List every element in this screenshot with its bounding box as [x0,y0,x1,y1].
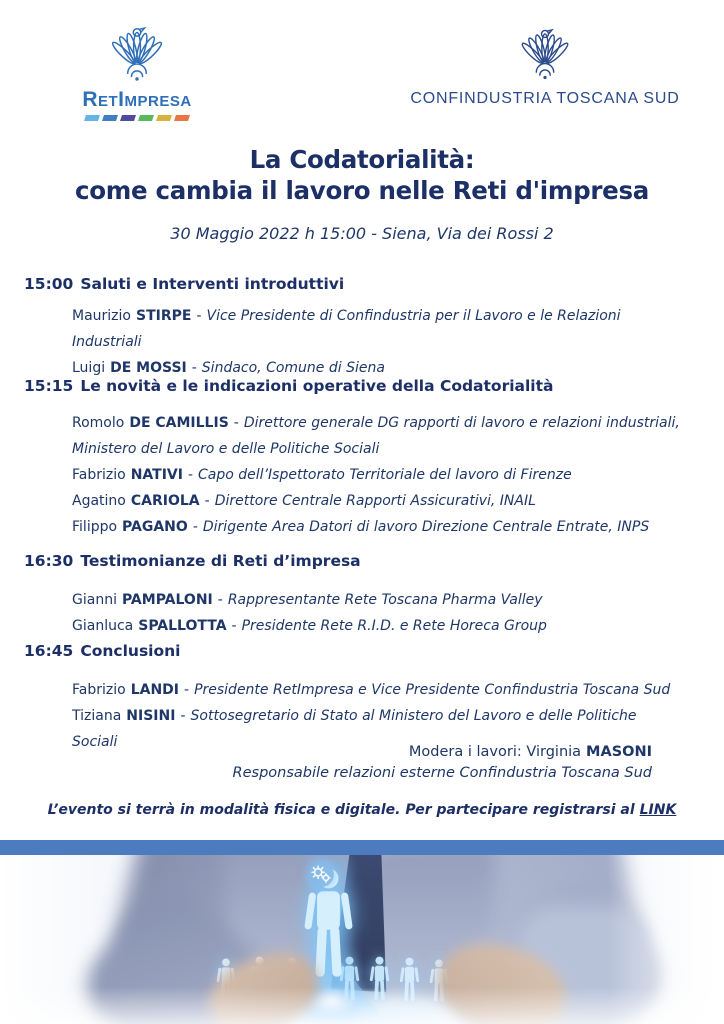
section-title: Le novità e le indicazioni operative della Codatorialità [80,377,554,395]
speaker-first-name: Gianni [72,592,117,608]
speaker-row [72,488,684,514]
moderator-surname: MASONI [586,744,652,760]
confindustria-toscana-sud-logo [385,28,705,108]
moderator-block [92,742,652,784]
speaker-surname: PAGANO [122,519,188,535]
speaker-surname: LANDI [130,682,179,698]
speaker-surname: SPALLOTTA [138,618,227,634]
registration-note [0,802,724,818]
speaker-role: Presidente RetImpresa e Vice Presidente Confindustria Toscana Sud [194,682,671,698]
speaker-role: Sottosegretario di Stato al Ministero del Lavoro e delle Politiche Sociali [72,708,637,750]
section-heading [24,273,700,295]
section-title: Saluti e Interventi introduttivi [80,275,345,293]
speaker-role: Direttore generale DG rapporti di lavoro e relazioni industriali, Ministero del Lavoro e delle Politiche Sociali [72,415,680,457]
agenda-section [24,550,700,639]
agenda-section [24,273,700,381]
confindustria-eagle-icon [106,26,168,86]
confindustria-wordmark: CONFINDUSTRIA TOSCANA SUD [410,90,680,107]
section-title: Conclusioni [80,642,181,660]
moderator-line [92,742,652,763]
speaker-role: Direttore Centrale Rapporti Assicurativi, INAIL [214,493,536,509]
speaker-surname: PAMPALONI [121,592,213,608]
retimpresa-wordmark: RetImpresa [82,88,192,111]
speaker-surname: STIRPE [135,308,192,324]
speaker-row [72,587,684,613]
register-link[interactable]: LINK [639,802,677,818]
speaker-first-name: Agatino [72,493,126,509]
speaker-first-name: Luigi [72,360,106,376]
separator: - [196,308,202,324]
agenda-section [24,375,700,540]
section-title: Testimonianze di Reti d’impresa [80,552,361,570]
confindustria-eagle-icon [516,28,574,84]
separator: - [217,592,223,608]
event-date-location: 30 Maggio 2022 h 15:00 - Siena, Via dei Rossi 2 [170,224,554,243]
speaker-first-name: Romolo [72,415,125,431]
moderator-role: Responsabile relazioni esterne Confindustria Toscana Sud [232,765,652,781]
separator: - [233,415,239,431]
separator: - [192,519,198,535]
title-line-1: La Codatorialità: [249,145,475,174]
agenda-section [24,640,700,755]
section-heading [24,550,700,572]
section-heading [24,640,700,662]
separator: - [180,708,186,724]
event-photo [0,855,724,1024]
separator: - [184,682,190,698]
speaker-row [72,462,684,488]
photo-edge-fade [0,855,724,1024]
speaker-first-name: Filippo [72,519,118,535]
moderator-prefix: Modera i lavori: Virginia [408,744,582,760]
section-time: 15:15 [24,377,74,395]
speaker-role: Capo dell’Ispettorato Territoriale del lavoro di Firenze [198,467,572,483]
speaker-role: Dirigente Area Datori di lavoro Direzione Centrale Entrate, INPS [202,519,650,535]
speaker-row [72,677,684,703]
separator: - [191,360,197,376]
speaker-role: Rappresentante Rete Toscana Pharma Valley [227,592,543,608]
page-title [0,144,724,206]
speaker-row [72,303,684,355]
speaker-surname: DE MOSSI [110,360,187,376]
registration-note-text: L’evento si terrà in modalità fisica e digitale. Per partecipare registrarsi al [47,802,635,818]
speaker-row [72,410,684,462]
separator: - [204,493,210,509]
section-heading [24,375,700,397]
speaker-surname: DE CAMILLIS [129,415,229,431]
speaker-list [72,587,684,639]
speaker-first-name: Fabrizio [72,682,126,698]
title-line-2: come cambia il lavoro nelle Reti d'impresa [75,176,649,205]
retimpresa-color-dashes-icon [72,115,202,121]
speaker-row [72,514,684,540]
section-time: 16:45 [24,642,74,660]
speaker-first-name: Tiziana [72,708,122,724]
speaker-role: Presidente Rete R.I.D. e Rete Horeca Group [241,618,547,634]
speaker-list [72,303,684,381]
speaker-first-name: Maurizio [72,308,131,324]
speaker-surname: NISINI [126,708,176,724]
speaker-surname: NATIVI [130,467,183,483]
speaker-role: Vice Presidente di Confindustria per il Lavoro e le Relazioni Industriali [72,308,621,350]
separator: - [231,618,237,634]
section-time: 15:00 [24,275,74,293]
speaker-role: Sindaco, Comune di Siena [201,360,385,376]
divider-bar [0,840,724,855]
separator: - [187,467,194,483]
speaker-first-name: Fabrizio [72,467,126,483]
speaker-surname: CARIOLA [130,493,200,509]
section-time: 16:30 [24,552,74,570]
speaker-first-name: Gianluca [72,618,134,634]
speaker-list [72,410,684,540]
speaker-row [72,613,684,639]
retimpresa-logo [72,26,202,121]
